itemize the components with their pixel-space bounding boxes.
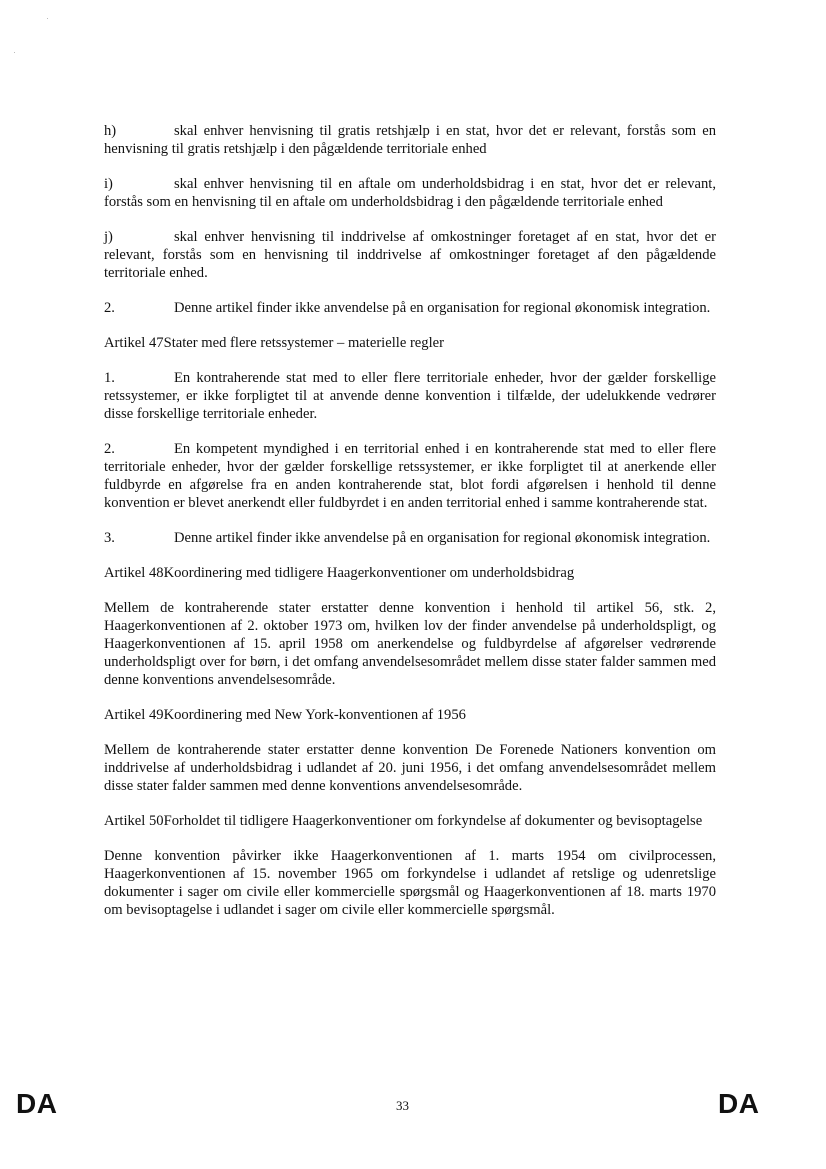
paragraph-h xyxy=(104,122,716,158)
paragraph-text: Denne artikel finder ikke anvendelse på en organisation for regional økonomisk integration. xyxy=(174,530,711,546)
paragraph-text: En kompetent myndighed i en territorial enhed i en kontraherende stat med to eller flere territoriale enheder, hvor der gælder forskellige retssystemer, er ikke forpligtet til at anerkende eller fuldbyrde en afgørelse fra en anden kontraherende stat, blot fordi afgørelsen i henhold til denne konvention er blevet anerkendt eller fuldbyrdet i en anden territorial enhed i samme kontraherende stat. xyxy=(104,441,716,511)
document-body xyxy=(104,122,716,936)
item-marker: 2. xyxy=(104,300,115,316)
language-code-right: DA xyxy=(718,1088,760,1119)
paragraph-47-3 xyxy=(104,529,716,547)
item-marker: 1. xyxy=(104,370,115,386)
paragraph-text: Denne artikel finder ikke anvendelse på en organisation for regional økonomisk integration. xyxy=(174,300,711,316)
scan-speck xyxy=(47,18,48,19)
item-marker: i) xyxy=(104,176,113,192)
paragraph-text: En kontraherende stat med to eller flere territoriale enheder, hvor der gælder forskellige retssystemer, er ikke forpligtet til at anvende denne konvention i tilfælde, der udelukkende vedrører disse forskellige territoriale enheder. xyxy=(104,370,716,422)
paragraph-text: skal enhver henvisning til en aftale om underholdsbidrag i en stat, hvor det er relevant, forstås som en henvisning til en aftale om underholdsbidrag i den pågældende territoriale enhed xyxy=(104,176,716,210)
paragraph-47-2 xyxy=(104,440,716,512)
paragraph-49: Mellem de kontraherende stater erstatter denne konvention De Forenede Nationers konvention om inddrivelse af underholdsbidrag i udlandet af 20. juni 1956, i det omfang anvendelsesområdet mellem disse stater falder sammen med denne konventions anvendelsesområde. xyxy=(104,742,716,794)
item-marker: h) xyxy=(104,123,117,139)
article-49-heading: Artikel 49Koordinering med New York-konventionen af 1956 xyxy=(104,707,466,723)
article-48-heading: Artikel 48Koordinering med tidligere Haagerkonventioner om underholdsbidrag xyxy=(104,565,575,581)
article-47-heading: Artikel 47Stater med flere retssystemer – materielle regler xyxy=(104,335,444,351)
item-marker: 3. xyxy=(104,530,115,546)
paragraph-47-1 xyxy=(104,369,716,423)
paragraph-j xyxy=(104,228,716,282)
paragraph-text: skal enhver henvisning til gratis retshjælp i en stat, hvor det er relevant, forstås som en henvisning til gratis retshjælp i den pågældende territoriale enhed xyxy=(104,123,716,157)
paragraph-text: skal enhver henvisning til inddrivelse af omkostninger foretaget af en stat, hvor det er relevant, forstås som en henvisning til inddrivelse af omkostninger foretaget af den pågældende territoriale enhed. xyxy=(104,229,716,281)
language-code-left: DA xyxy=(16,1088,58,1119)
item-marker: 2. xyxy=(104,441,115,457)
paragraph-i xyxy=(104,175,716,211)
paragraph-2 xyxy=(104,299,716,317)
item-marker: j) xyxy=(104,229,113,245)
paragraph-50: Denne konvention påvirker ikke Haagerkonventionen af 1. marts 1954 om civilprocessen, Haagerkonventionen af 15. november 1965 om forkyndelse i udlandet af retslige og udenretslige dokumenter i sager om civile eller kommercielle spørgsmål og Haagerkonventionen af 18. marts 1970 om bevisoptagelse i udlandet i sager om civile eller kommercielle spørgsmål. xyxy=(104,848,716,918)
scan-speck xyxy=(14,52,15,53)
page-number: 33 xyxy=(396,1098,409,1113)
paragraph-48: Mellem de kontraherende stater erstatter denne konvention i henhold til artikel 56, stk. 2, Haagerkonventionen af 2. oktober 1973 om, hvilken lov der finder anvendelse på underholdspligt, og Haagerkonventionen af 15. april 1958 om anerkendelse og fuldbyrdelse af afgørelser vedrørende underholdspligt over for børn, i det omfang anvendelsesområdet mellem disse stater falder sammen med denne konventions anvendelsesområde. xyxy=(104,600,716,688)
article-50-heading: Artikel 50Forholdet til tidligere Haagerkonventioner om forkyndelse af dokumenter og bevisoptagelse xyxy=(104,813,703,829)
